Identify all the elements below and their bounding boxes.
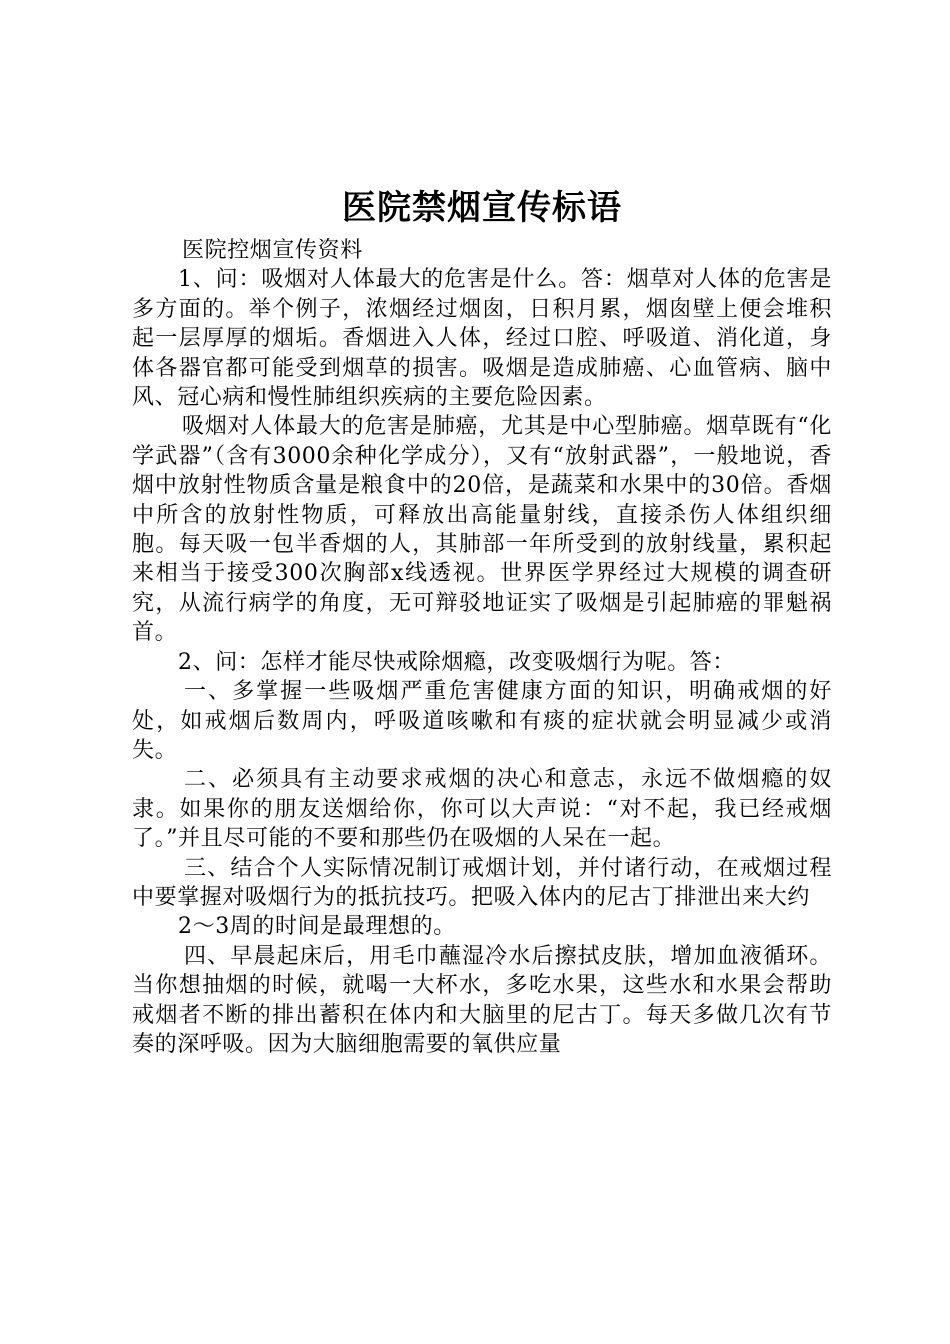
- paragraph-duration: 2～3周的时间是最理想的。: [178, 914, 456, 940]
- paragraph-subtitle: 医院控烟宣传资料: [182, 238, 363, 263]
- paragraph-question-2: 2、问：怎样才能尽快戒除烟瘾，改变吸烟行为呢。答：: [178, 649, 735, 675]
- document-page: [132, 182, 832, 1059]
- paragraph-lung-cancer: 吸烟对人体最大的危害是肺癌，尤其是中心型肺癌。烟草既有“化学武器”（含有3000余种化学成分），又有“放射武器”，一般地说，香烟中放射性物质含量是粮食中的20倍，是蔬菜和水果中的30倍。香烟中所含的放射性物质，可释放出高能量射线，直接杀伤人体组织细胞。每天吸一包半香烟的人，其肺部一年所受到的放射线量，累积起来相当于接受300次胸部x线透视。世界医学界经过大规模的调查研究，从流行病学的角度，无可辩驳地证实了吸烟是引起肺癌的罪魁祸首。: [132, 414, 832, 646]
- paragraph-point-3: 三、结合个人实际情况制订戒烟计划，并付诸行动，在戒烟过程中要掌握对吸烟行为的抵抗技巧。把吸入体内的尼古丁排泄出来大约: [132, 855, 832, 910]
- document-title: 医院禁烟宣传标语: [342, 188, 622, 228]
- paragraph-point-2: 二、必须具有主动要求戒烟的决心和意志，永远不做烟瘾的奴隶。如果你的朋友送烟给你，你可以大声说：“对不起，我已经戒烟了。”并且尽可能的不要和那些仍在吸烟的人呆在一起。: [132, 767, 832, 852]
- paragraph-point-1: 一、多掌握一些吸烟严重危害健康方面的知识，明确戒烟的好处，如戒烟后数周内，呼吸道咳嗽和有痰的症状就会明显减少或消失。: [132, 679, 832, 763]
- paragraph-question-1: 1、问：吸烟对人体最大的危害是什么。答：烟草对人体的危害是多方面的。举个例子，浓烟经过烟囱，日积月累，烟囱壁上便会堆积起一层厚厚的烟垢。香烟进入人体，经过口腔、呼吸道、消化道，身体各器官都可能受到烟草的损害。吸烟是造成肺癌、心血管病、脑中风、冠心病和慢性肺组织疾病的主要危险因素。: [132, 267, 832, 411]
- paragraph-point-4: 四、早晨起床后，用毛巾蘸湿冷水后擦拭皮肤，增加血液循环。当你想抽烟的时候，就喝一大杯水，多吃水果，这些水和水果会帮助戒烟者不断的排出蓄积在体内和大脑里的尼古丁。每天多做几次有节奏的深呼吸。因为大脑细胞需要的氧供应量: [132, 943, 832, 1057]
